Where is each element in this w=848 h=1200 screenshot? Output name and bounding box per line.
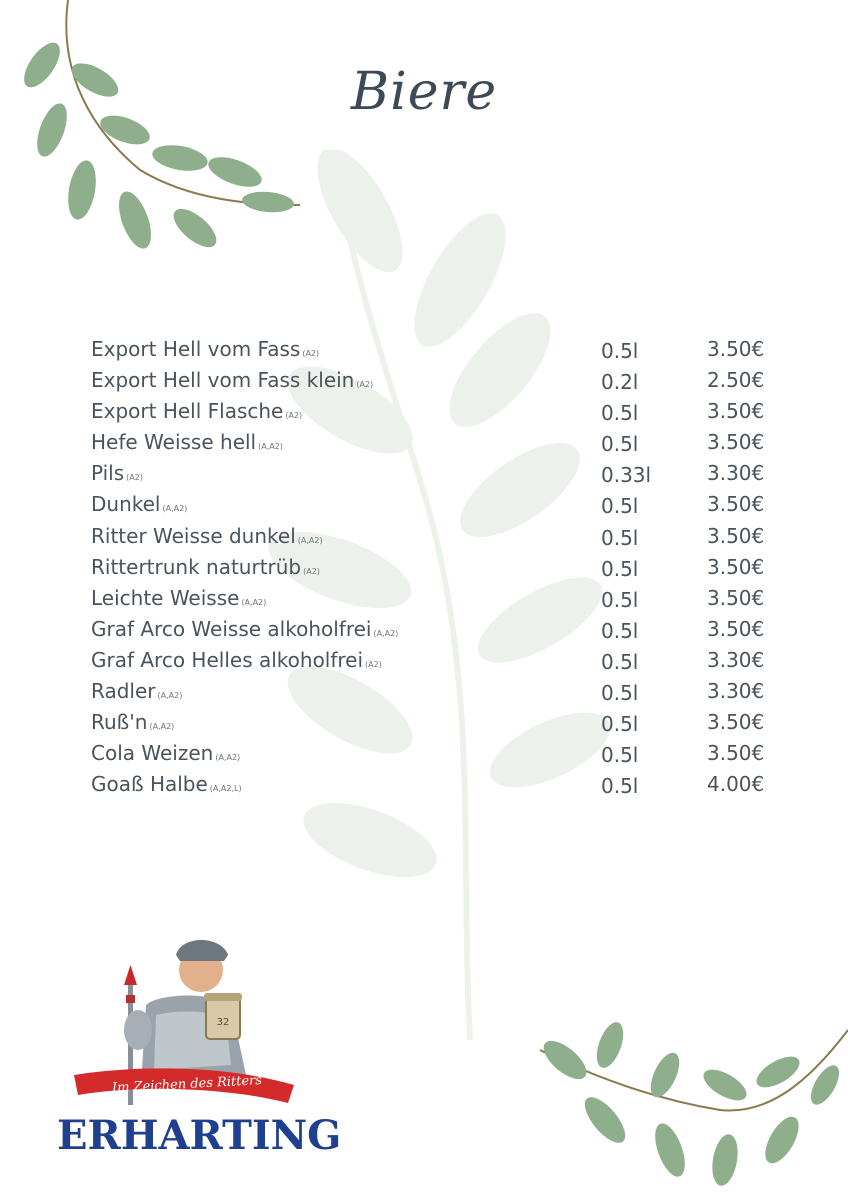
menu-item-allergens: (A2) [285, 411, 303, 421]
beer-menu-list [91, 334, 791, 800]
menu-item-price: 3.50€ [707, 430, 765, 455]
menu-item-row [91, 645, 791, 676]
menu-item-price: 3.50€ [707, 492, 765, 517]
menu-item-volume: 0.5l [601, 587, 639, 612]
menu-item-name [91, 458, 143, 493]
menu-item-row [91, 676, 791, 707]
page-title: Biere [350, 62, 498, 122]
menu-item-name-text: Radler [91, 679, 156, 704]
menu-item-price: 3.50€ [707, 399, 765, 424]
menu-item-allergens: (A,A2) [241, 597, 267, 607]
menu-item-row [91, 738, 791, 769]
menu-item-volume: 0.33l [601, 463, 652, 488]
menu-item-allergens: (A,A2,L) [209, 784, 242, 794]
menu-item-name [91, 521, 323, 556]
mug-number: 32 [216, 1017, 230, 1028]
menu-item-row [91, 334, 791, 365]
menu-item-allergens: (A2) [302, 349, 320, 358]
menu-item-volume: 0.5l [601, 432, 639, 457]
menu-item-allergens: (A,A2) [258, 442, 283, 452]
menu-item-price: 3.50€ [707, 710, 765, 735]
menu-item-price: 3.30€ [707, 679, 765, 704]
menu-item-name-text: Goaß Halbe [91, 772, 208, 797]
menu-item-allergens: (A,A2) [157, 691, 183, 701]
menu-item-price: 3.50€ [707, 523, 765, 548]
menu-item-allergens: (A2) [356, 380, 374, 390]
menu-item-volume: 0.2l [601, 370, 639, 395]
menu-item-price: 3.50€ [707, 554, 765, 579]
menu-item-price: 3.50€ [707, 741, 765, 766]
menu-item-row [91, 458, 791, 489]
menu-item-name [91, 552, 320, 587]
menu-item-allergens: (A2) [365, 659, 382, 669]
menu-item-row [91, 583, 791, 614]
menu-item-name-text: Dunkel [91, 492, 161, 517]
menu-item-name [91, 583, 266, 618]
menu-item-price: 4.00€ [707, 772, 765, 797]
menu-item-volume: 0.5l [601, 743, 639, 768]
menu-item-volume: 0.5l [601, 556, 639, 581]
menu-item-volume: 0.5l [601, 681, 639, 706]
menu-item-name-text: Export Hell vom Fass [91, 337, 301, 361]
menu-item-name [91, 738, 240, 773]
menu-item-volume: 0.5l [601, 525, 639, 550]
menu-item-name-text: Graf Arco Helles alkoholfrei [91, 647, 364, 672]
menu-item-row [91, 427, 791, 458]
menu-item-name-text: Pils [91, 461, 125, 486]
menu-item-name [91, 334, 319, 369]
menu-item-allergens: (A2) [126, 473, 143, 483]
menu-item-name-text: Export Hell vom Fass klein [91, 368, 355, 393]
menu-item-price: 3.30€ [707, 647, 765, 672]
leaf-branch-bottom-right [520, 1010, 848, 1200]
menu-item-row [91, 365, 791, 396]
menu-item-price: 2.50€ [707, 368, 765, 393]
menu-item-row [91, 769, 791, 800]
menu-item-volume: 0.5l [601, 494, 639, 519]
menu-item-name-text: Graf Arco Weisse alkoholfrei [91, 616, 372, 641]
menu-item-name-text: Ruß'n [91, 710, 148, 735]
menu-item-name [91, 769, 242, 804]
menu-item-volume: 0.5l [601, 618, 639, 643]
menu-item-volume: 0.5l [601, 649, 639, 674]
menu-item-price: 3.50€ [707, 585, 765, 610]
menu-item-name [91, 614, 398, 649]
menu-item-row [91, 396, 791, 427]
menu-item-name-text: Ritter Weisse dunkel [91, 523, 296, 548]
menu-item-volume: 0.5l [601, 712, 639, 737]
logo-brand-name: ERHARTING [57, 1112, 342, 1159]
menu-item-name [91, 396, 302, 431]
menu-item-name [91, 676, 182, 711]
menu-item-volume: 0.5l [601, 401, 639, 426]
menu-item-name [91, 427, 283, 462]
menu-item-volume: 0.5l [601, 774, 639, 799]
menu-item-allergens: (A2) [303, 566, 320, 576]
menu-item-allergens: (A,A2) [373, 628, 399, 638]
menu-item-allergens: (A,A2) [149, 722, 175, 732]
menu-item-name [91, 489, 187, 524]
logo-ribbon-text: Im Zeichen des Ritters [111, 1073, 263, 1096]
menu-item-row [91, 614, 791, 645]
menu-item-price: 3.30€ [707, 461, 765, 486]
menu-item-price: 3.50€ [707, 337, 765, 361]
menu-item-row [91, 552, 791, 583]
menu-item-name-text: Cola Weizen [91, 741, 214, 766]
menu-item-row [91, 707, 791, 738]
menu-item-name [91, 645, 382, 680]
menu-item-name-text: Rittertrunk naturtrüb [91, 554, 302, 579]
menu-item-row [91, 489, 791, 520]
menu-item-name [91, 365, 373, 400]
menu-item-name [91, 707, 174, 742]
leaf-branch-top-left [0, 0, 320, 260]
menu-item-name-text: Leichte Weisse [91, 585, 240, 610]
menu-item-name-text: Hefe Weisse hell [91, 430, 257, 455]
menu-item-price: 3.50€ [707, 616, 765, 641]
menu-item-allergens: (A,A2) [162, 504, 188, 514]
menu-item-volume: 0.5l [601, 339, 639, 363]
menu-item-allergens: (A,A2) [297, 535, 323, 545]
menu-item-row [91, 521, 791, 552]
menu-item-name-text: Export Hell Flasche [91, 399, 284, 424]
menu-item-allergens: (A,A2) [215, 753, 241, 763]
